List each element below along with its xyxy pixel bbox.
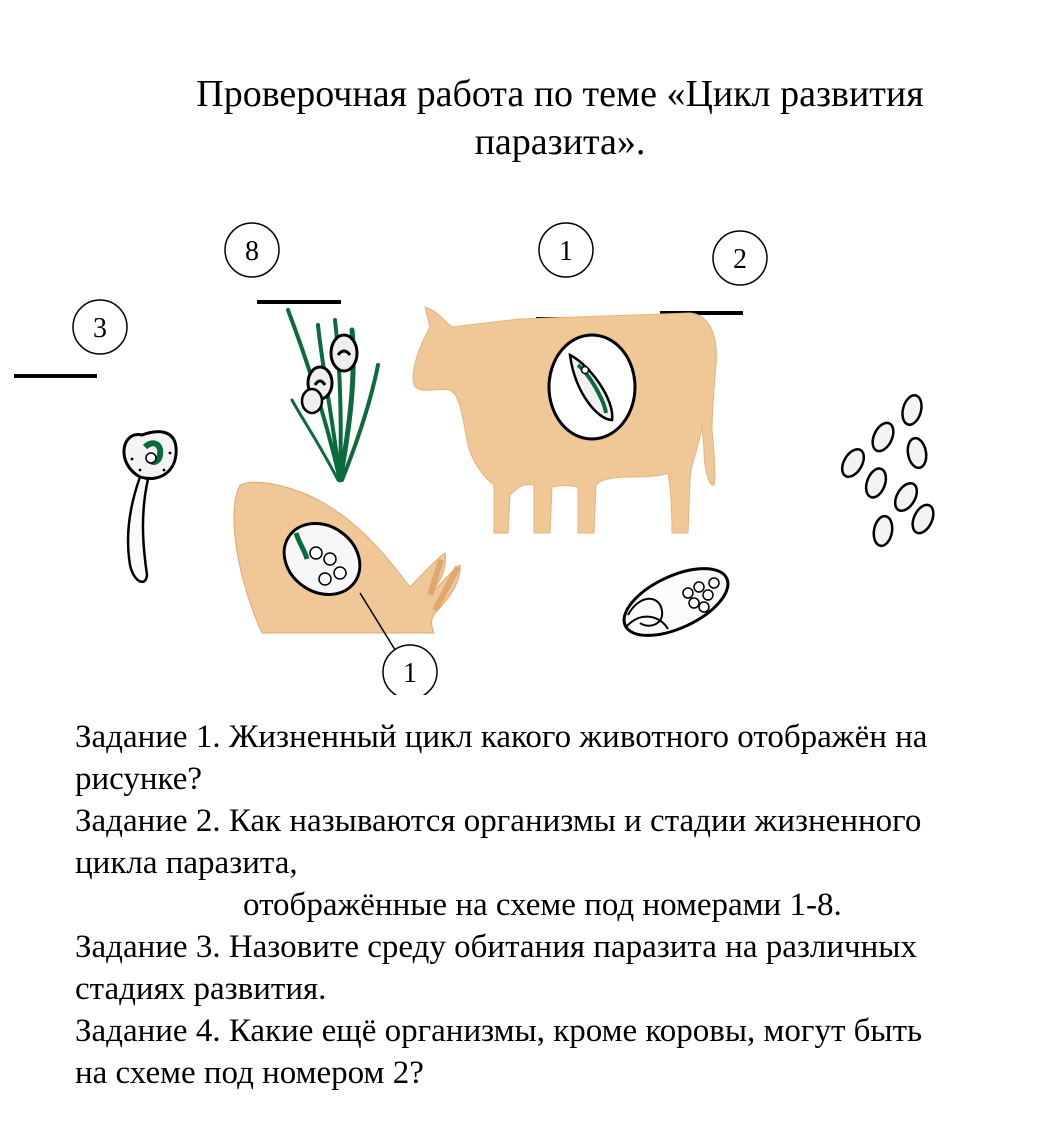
cow-icon <box>413 307 716 533</box>
callout-8 <box>225 223 279 277</box>
egg-with-miracidium-icon <box>614 555 737 649</box>
task-3-line-1: Задание 3. Назовите среду обитания паразита на различных <box>75 929 917 965</box>
task-1-line-1: Задание 1. Жизненный цикл какого животного отображён на <box>75 719 928 755</box>
callout-1-top-text: 1 <box>559 236 573 267</box>
task-4-line-2: на схеме под номером 2? <box>75 1055 424 1091</box>
callout-3 <box>73 300 127 354</box>
life-cycle-diagram <box>0 215 1056 695</box>
cercaria-icon <box>124 432 176 582</box>
callout-2 <box>713 231 767 285</box>
life-cycle-figure <box>0 215 1056 695</box>
task-list <box>75 716 1050 1094</box>
title-line-2: паразита». <box>474 121 646 163</box>
callout-1-bottom-text: 1 <box>403 658 417 689</box>
page-title <box>90 70 1030 166</box>
eggs-icon <box>838 393 938 547</box>
task-4-line-1: Задание 4. Какие ещё организмы, кроме коровы, могут быть <box>75 1013 923 1049</box>
callout-1-top <box>539 223 593 277</box>
task-2-line-1: Задание 2. Как называются организмы и стадии жизненного <box>75 803 922 839</box>
task-3-line-2: стадиях развития. <box>75 971 327 1007</box>
task-2-line-3: отображённые на схеме под номерами 1-8. <box>243 887 842 923</box>
task-1-line-2: рисунке? <box>75 761 203 797</box>
callout-8-text: 8 <box>245 236 259 267</box>
callout-2-text: 2 <box>733 244 747 275</box>
callout-1-bottom <box>383 645 437 695</box>
task-2-line-2: цикла паразита, <box>75 845 298 881</box>
callout-3-text: 3 <box>93 313 107 344</box>
snail-icon <box>234 482 460 653</box>
grass-icon <box>288 310 378 480</box>
title-line-1: Проверочная работа по теме «Цикл развития <box>196 73 924 115</box>
